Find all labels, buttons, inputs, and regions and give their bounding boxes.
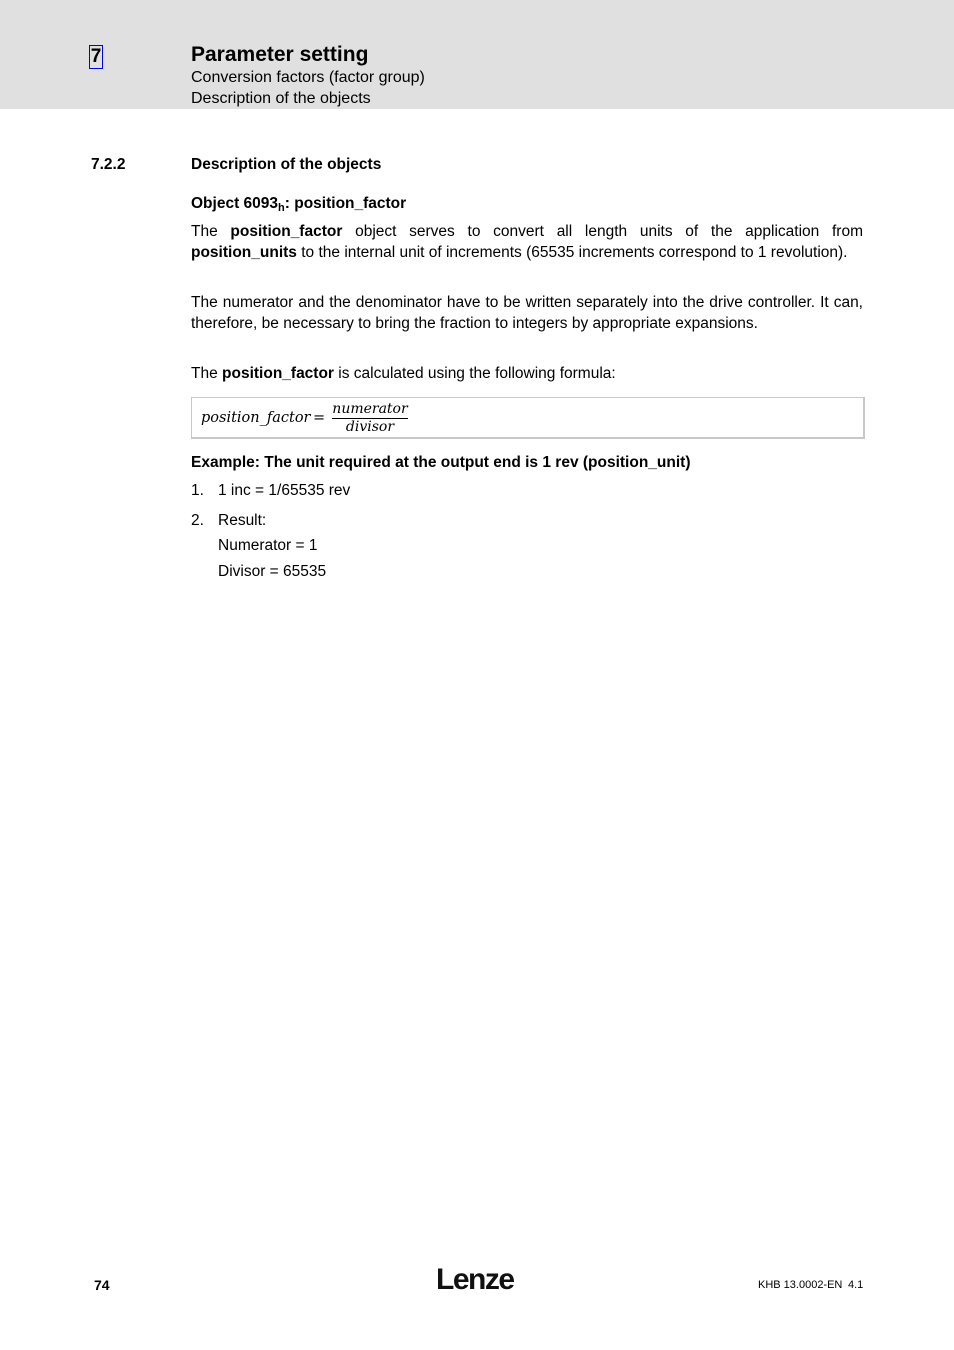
document-version: 4.1 xyxy=(848,1279,864,1291)
list-item-text: Divisor = 65535 xyxy=(218,563,327,580)
paragraph-position-factor-intro xyxy=(191,222,863,263)
formula-equals: = xyxy=(313,410,326,426)
para3-text-2: is calculated using the following formula: xyxy=(333,365,616,382)
chapter-title: Parameter setting xyxy=(191,43,369,66)
list-item-marker: 1. xyxy=(191,482,204,499)
paragraph-formula-intro xyxy=(191,364,863,385)
section-number: 7.2.2 xyxy=(91,156,126,173)
para1-text-2: object serves to convert all length units of the application from xyxy=(342,223,864,240)
object-heading xyxy=(191,194,406,214)
list-item-text: Result: xyxy=(218,512,267,529)
formula-lhs: position_factor xyxy=(201,410,311,426)
list-item-marker: 2. xyxy=(191,512,204,529)
list-item-text: 1 inc = 1/65535 rev xyxy=(218,482,351,499)
document-code: KHB 13.0002-EN xyxy=(758,1279,843,1291)
formula-box xyxy=(191,397,865,439)
para1-text-3: to the internal unit of increments (65535 increments correspond to 1 revolution). xyxy=(296,243,848,261)
para1-bold-1: position_factor xyxy=(230,223,343,240)
page-number: 74 xyxy=(94,1277,110,1293)
para1-text-1: The xyxy=(191,223,231,240)
para3-bold-1: position_factor xyxy=(222,365,334,382)
chapter-number-link[interactable]: 7 xyxy=(90,46,102,67)
formula-fraction xyxy=(332,401,408,436)
para3-text-1: The xyxy=(191,365,223,382)
object-heading-subscript: h xyxy=(278,202,285,214)
example-heading: Example: The unit required at the output end is 1 rev (position_unit) xyxy=(191,454,691,471)
object-heading-prefix: Object 6093 xyxy=(191,195,279,212)
list-item-text: Numerator = 1 xyxy=(218,537,318,554)
para1-bold-2: position_units xyxy=(191,243,297,261)
header-subtitle-2: Description of the objects xyxy=(191,90,371,107)
paragraph-numerator-denominator: The numerator and the denominator have to be written separately into the drive controller. It can, therefore, be necessary to bring the fraction to integers by appropriate expansions. xyxy=(191,294,863,332)
section-title: Description of the objects xyxy=(191,156,382,173)
header-band xyxy=(0,0,954,109)
object-heading-suffix: : position_factor xyxy=(284,195,407,212)
header-subtitle-1: Conversion factors (factor group) xyxy=(191,69,425,86)
formula-numerator: numerator xyxy=(332,401,408,417)
lenze-logo: Lenze xyxy=(436,1263,514,1296)
formula-denominator: divisor xyxy=(345,419,395,435)
